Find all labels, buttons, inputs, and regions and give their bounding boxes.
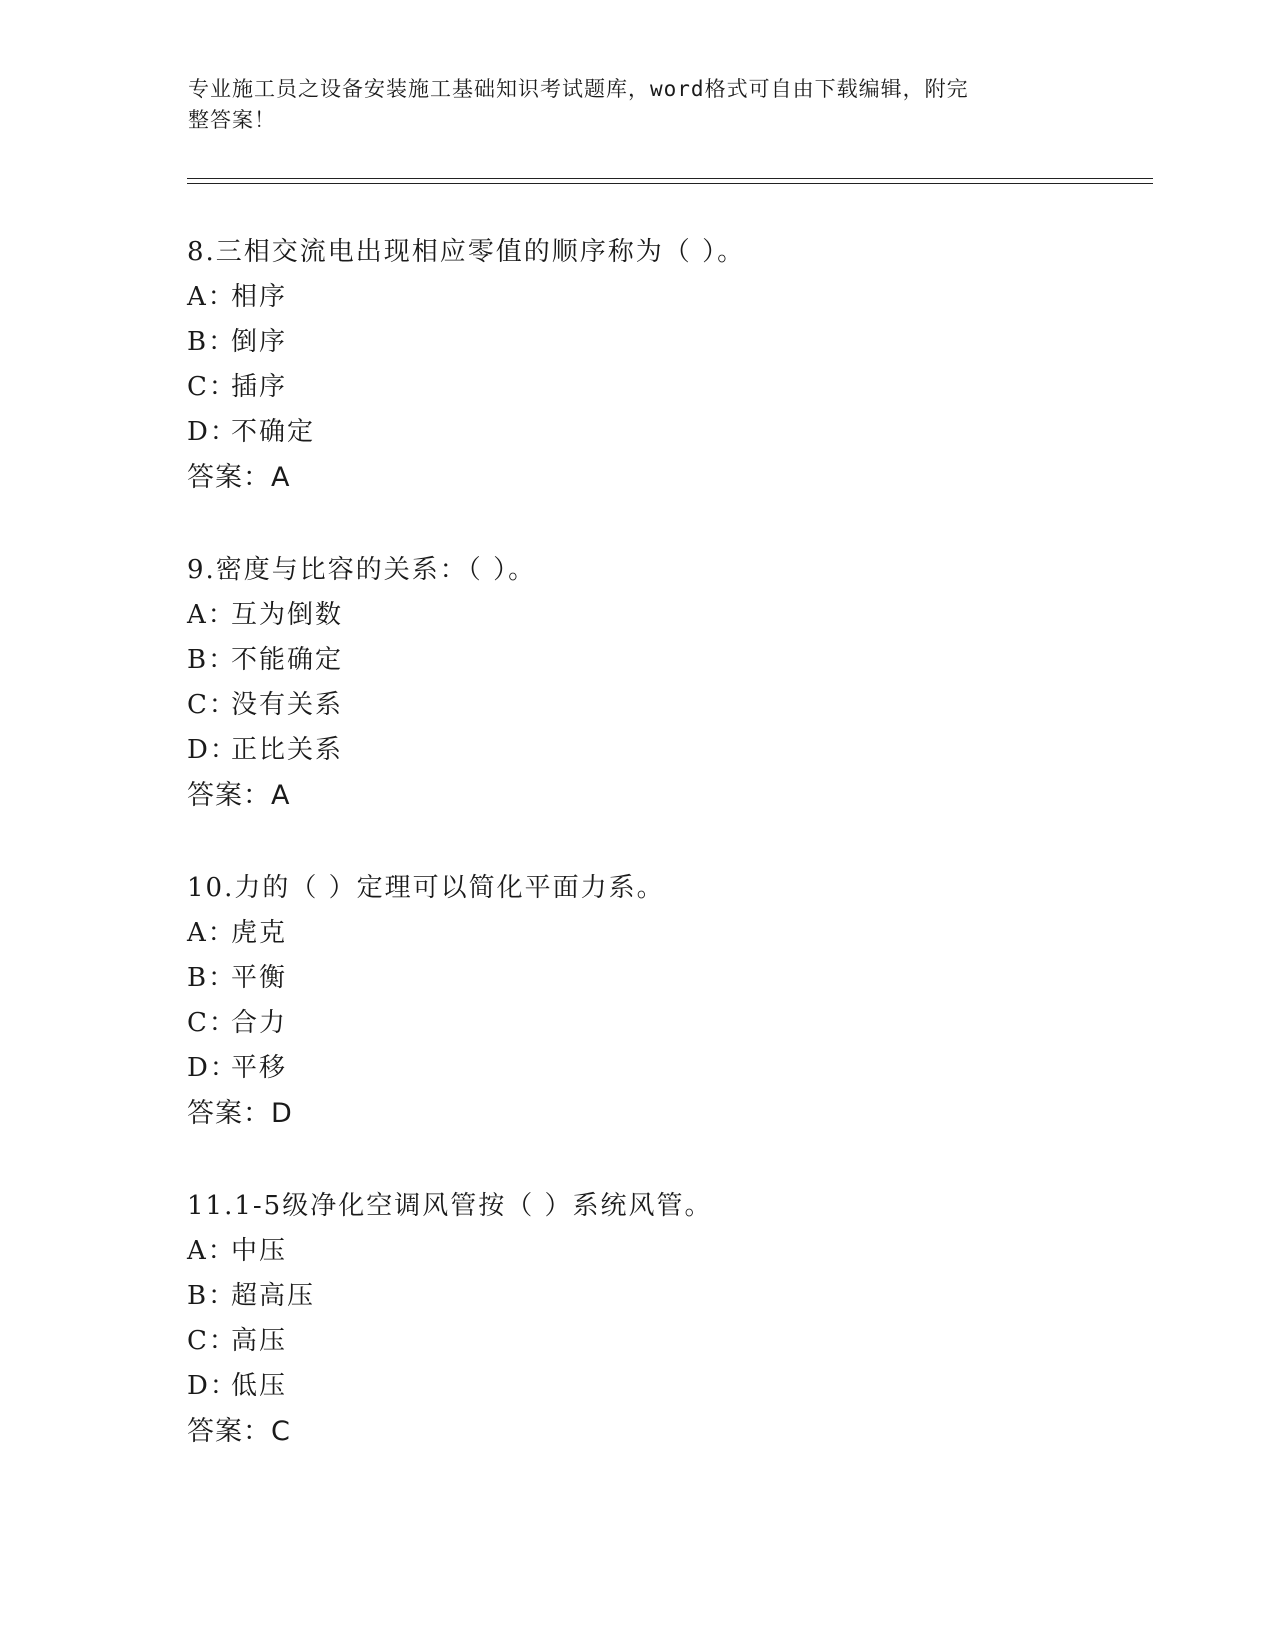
option-text: 中压 — [231, 1236, 288, 1266]
option-key: D： — [187, 1371, 238, 1401]
option-text: 正比关系 — [231, 735, 344, 765]
option-key: D： — [187, 735, 238, 765]
option-d — [187, 728, 1147, 773]
option-key: C： — [187, 690, 237, 720]
option-b — [187, 956, 1147, 1001]
option-key: D： — [187, 417, 238, 447]
option-key: C： — [187, 372, 237, 402]
header-divider-top — [187, 178, 1153, 179]
option-b — [187, 1274, 1147, 1319]
question-title: 11.1-5级净化空调风管按（ ）系统风管。 — [187, 1191, 713, 1221]
question-8 — [187, 230, 1147, 501]
option-key: C： — [187, 1008, 237, 1038]
option-key: B： — [187, 327, 237, 357]
question-11 — [187, 1184, 1147, 1455]
question-title: 8.三相交流电出现相应零值的顺序称为（ ）。 — [187, 237, 746, 267]
option-key: B： — [187, 963, 237, 993]
question-title: 9.密度与比容的关系：（ ）。 — [187, 555, 537, 585]
option-text: 高压 — [231, 1326, 288, 1356]
option-text: 合力 — [231, 1008, 288, 1038]
option-text: 不能确定 — [231, 645, 344, 675]
option-text: 虎克 — [231, 918, 288, 948]
option-key: C： — [187, 1326, 237, 1356]
option-b — [187, 320, 1147, 365]
option-key: B： — [187, 1281, 237, 1311]
option-text: 超高压 — [231, 1281, 316, 1311]
option-key: A： — [187, 282, 236, 312]
option-text: 相序 — [231, 282, 288, 312]
answer-line: 答案：A — [187, 780, 291, 811]
header-divider-bottom — [187, 183, 1153, 184]
question-9 — [187, 548, 1147, 819]
option-key: A： — [187, 918, 236, 948]
question-10 — [187, 866, 1147, 1137]
option-d — [187, 1046, 1147, 1091]
option-d — [187, 410, 1147, 455]
option-c — [187, 365, 1147, 410]
option-text: 平移 — [231, 1053, 288, 1083]
option-a — [187, 911, 1147, 956]
option-key: A： — [187, 600, 236, 630]
document-header — [188, 74, 1088, 136]
option-text: 平衡 — [231, 963, 288, 993]
option-b — [187, 638, 1147, 683]
option-key: A： — [187, 1236, 236, 1266]
option-text: 低压 — [231, 1371, 288, 1401]
header-line-2: 整答案！ — [188, 108, 276, 132]
option-text: 没有关系 — [231, 690, 344, 720]
option-text: 插序 — [231, 372, 288, 402]
option-c — [187, 1319, 1147, 1364]
option-d — [187, 1364, 1147, 1409]
question-list — [187, 230, 1147, 1502]
answer-line: 答案：A — [187, 462, 291, 493]
answer-line: 答案：C — [187, 1416, 291, 1447]
option-text: 不确定 — [231, 417, 316, 447]
option-a — [187, 1229, 1147, 1274]
question-title: 10.力的（ ）定理可以简化平面力系。 — [187, 873, 665, 903]
option-key: B： — [187, 645, 237, 675]
option-key: D： — [187, 1053, 238, 1083]
answer-line: 答案：D — [187, 1098, 293, 1129]
option-c — [187, 683, 1147, 728]
option-text: 倒序 — [231, 327, 288, 357]
option-text: 互为倒数 — [231, 600, 344, 630]
option-a — [187, 593, 1147, 638]
header-line-1: 专业施工员之设备安装施工基础知识考试题库，word格式可自由下载编辑，附完 — [188, 77, 969, 101]
option-a — [187, 275, 1147, 320]
option-c — [187, 1001, 1147, 1046]
